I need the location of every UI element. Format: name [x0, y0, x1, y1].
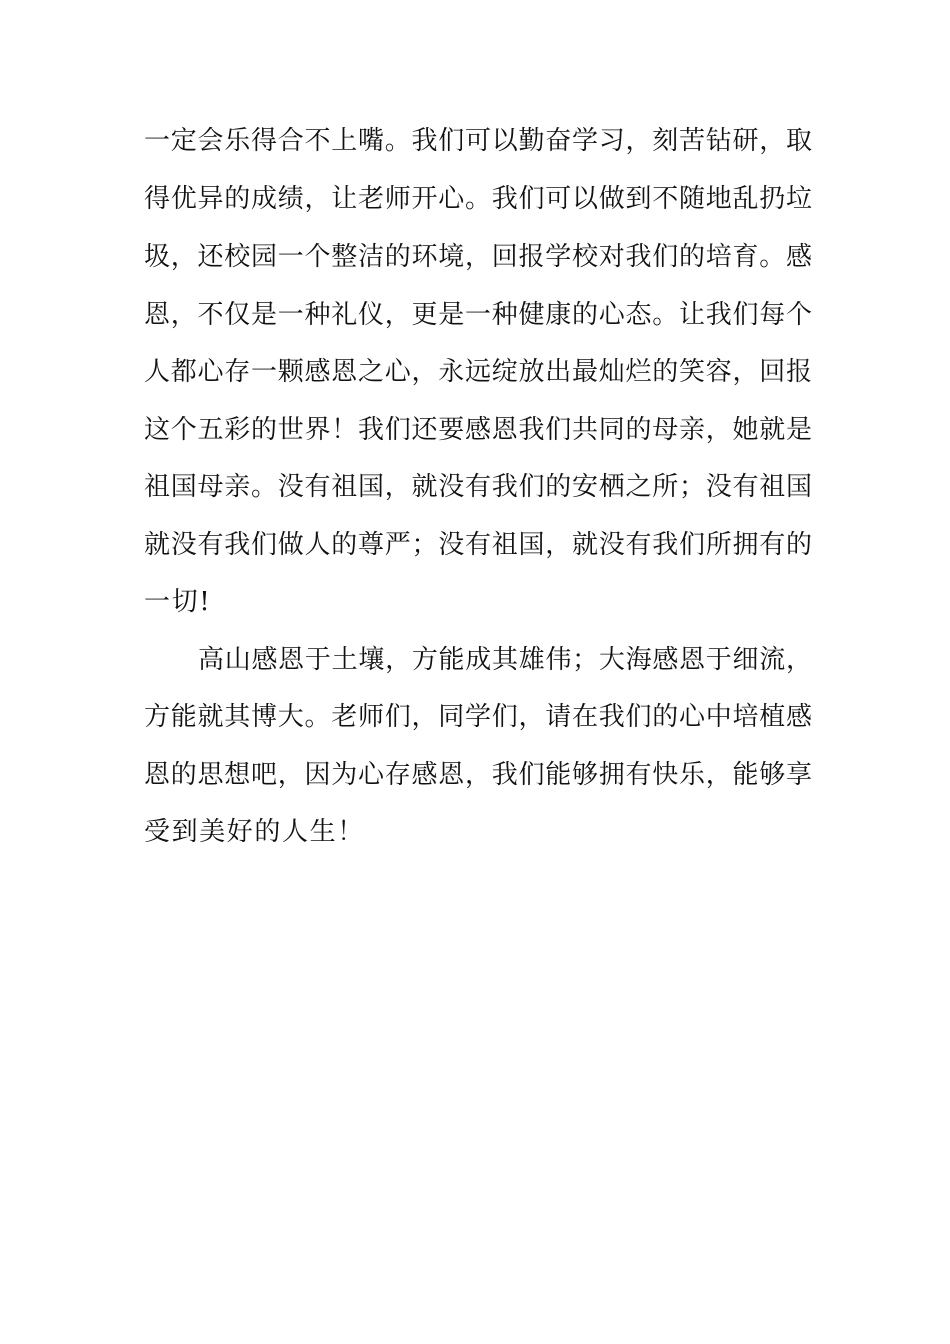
paragraph-1-line-9: 一切!	[144, 587, 212, 617]
paragraph-2-line-3: 恩的思想吧，因为心存感恩，我们能够拥有快乐，能够享	[144, 760, 812, 790]
paragraph-1-line-5: 人都心存一颗感恩之心，永远绽放出最灿烂的笑容，回报	[144, 357, 812, 387]
paragraph-1-line-7: 祖国母亲。没有祖国，就没有我们的安栖之所；没有祖国	[144, 472, 812, 502]
paragraph-1-line-3: 圾，还校园一个整洁的环境，回报学校对我们的培育。感	[144, 242, 812, 272]
paragraph-1-line-2: 得优异的成绩，让老师开心。我们可以做到不随地乱扔垃	[144, 184, 812, 214]
paragraph-2-line-2: 方能就其博大。老师们，同学们，请在我们的心中培植感	[144, 702, 812, 732]
paragraph-1-line-6: 这个五彩的世界！我们还要感恩我们共同的母亲，她就是	[144, 415, 812, 445]
paragraph-1-line-1: 一定会乐得合不上嘴。我们可以勤奋学习，刻苦钻研，取	[144, 126, 812, 156]
paragraph-2-line-1: 高山感恩于土壤，方能成其雄伟；大海感恩于细流，	[198, 645, 812, 675]
paragraph-2-line-4: 受到美好的人生！	[144, 817, 365, 847]
paragraph-1-line-8: 就没有我们做人的尊严；没有祖国，就没有我们所拥有的	[144, 530, 812, 560]
paragraph-1-line-4: 恩，不仅是一种礼仪，更是一种健康的心态。让我们每个	[144, 300, 812, 330]
